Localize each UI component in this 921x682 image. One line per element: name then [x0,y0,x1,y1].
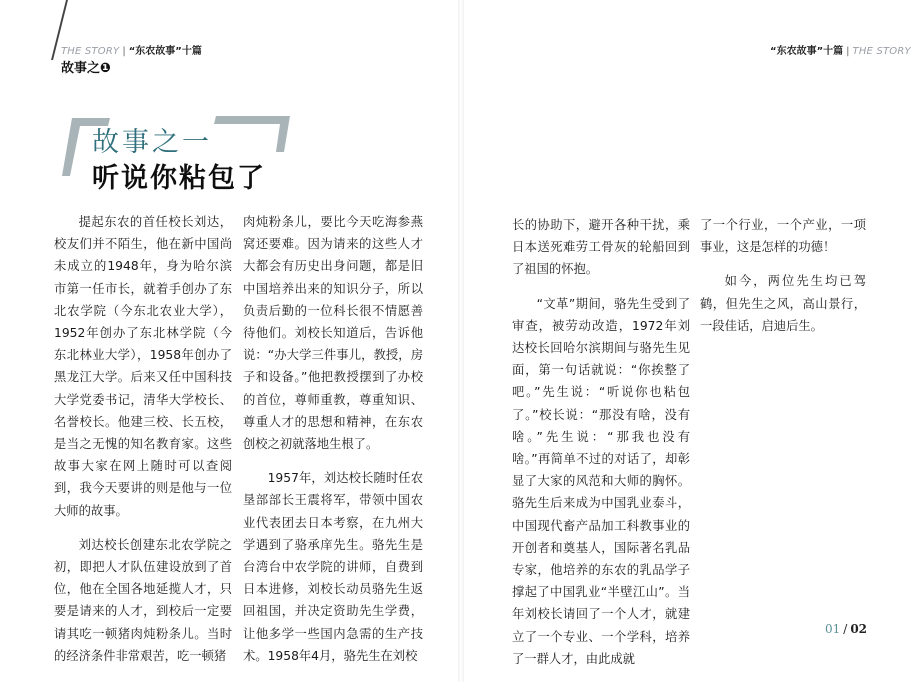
paragraph: 提起东农的首任校长刘达，校友们并不陌生，他在新中国尚未成立的1948年，身为哈尔滨市第一任市长，就着手创办了东北农学院（今东北农业大学），1952年创办了东北林学院（今东北林业大学），1958年创办了黑龙江大学。后来又任中国科技大学党委书记，清华大学校长、名誉校长。他建三校、长五校，是当之无愧的知名教育家。这些故事大家在网上随时可以查阅到，我今天要讲的则是他与一位大师的故事。 [54,215,232,518]
header-right-series: “东农故事”十篇 [770,46,844,57]
paragraph: 肉炖粉条儿，要比今天吃海参燕窝还要难。因为请来的这些人才大都会有历史出身问题，都是旧中国培养出来的知识分子，所以负责后勤的一位科长很不情愿善待他们。刘校长知道后，告诉他说：“办大学三件事儿，教授，房子和设备。”他把教授摆到了办校的首位，尊师重教，尊重知识、尊重人才的思想和精神，在东农创校之初就落地生根了。 [243,215,423,452]
text-column-3 [512,214,690,682]
paragraph: 了一个行业，一个产业，一项事业，这是怎样的功德！ [700,218,866,255]
page-number-separator: / [843,622,848,636]
text-column-2 [243,211,423,679]
header-right [770,42,911,57]
paragraph: 1957年，刘达校长随时任农垦部部长王震将军，带领中国农业代表团去日本考察，在九州大学遇到了骆承庠先生。骆先生是台湾台中农学院的讲师，自费到日本进修，刘校长动员骆先生返回祖国，并决定资助先生学费，让他多学一些国内急需的生产技术。1958年4月，骆先生在刘校 [243,471,423,663]
paragraph: “文革”期间，骆先生受到了审查，被劳动改造，1972年刘达校长回哈尔滨期间与骆先生见面，第一句话就说：“你挨整了吧。”先生说：“听说你也粘包了。”校长说：“那没有啥，没有啥。”先生说：“那我也没有啥。”再简单不过的对话了，却彰显了大家的风范和大师的胸怀。骆先生后来成为中国乳业泰斗，中国现代畜产品加工科教事业的开创者和奠基人，国际著名乳品专家，他培养的东农的乳品学子撑起了中国乳业“半壁江山”。当年刘校长请回了一个人才，就建立了一个专业、一个学科，培养了一群人才，由此成就 [512,296,690,666]
header-left [61,42,202,57]
text-column-1 [54,211,232,679]
paragraph: 如今，两位先生均已驾鹤，但先生之风，高山景行，一段佳话，启迪后生。 [700,274,866,333]
paragraph: 刘达校长创建东北农学院之初，即把人才队伍建设放到了首位，他在全国各地延揽人才，只要是请来的人才，到校后一定要请其吃一顿猪肉炖粉条儿。当时的经济条件非常艰苦，吃一顿猪 [54,537,232,663]
page-number-left: 01 [825,622,841,636]
text-column-4 [700,214,866,349]
paragraph: 长的协助下，避开各种干扰，乘日本送死难劳工骨灰的轮船回到了祖国的怀抱。 [512,218,690,277]
story-title-line2: 听说你粘包了 [92,163,266,194]
header-left-story: THE STORY [61,46,120,57]
header-right-separator: | [846,46,850,57]
header-left-separator: | [122,46,126,57]
page-number [825,622,867,636]
header-right-story: THE STORY [852,46,911,57]
page-gutter [458,0,464,682]
story-title-line1: 故事之一 [92,127,212,158]
header-subtitle: 故事之❶ [61,61,112,76]
header-left-series: “东农故事”十篇 [128,46,202,57]
page-number-right: 02 [850,622,868,636]
